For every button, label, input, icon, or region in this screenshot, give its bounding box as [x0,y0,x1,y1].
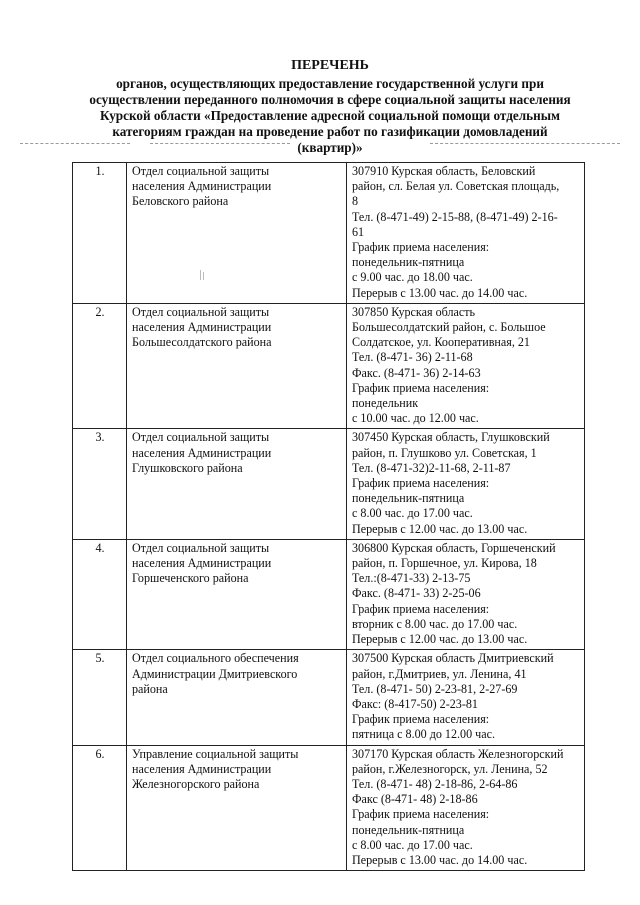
scan-artifact-line [20,143,130,145]
address-line: 307910 Курская область, Беловский [352,164,536,178]
scan-speck [203,272,204,280]
address-line: Перерыв с 12.00 час. до 13.00 час. [352,632,528,647]
address-line: с 8.00 час. до 17.00 час. [352,506,473,521]
address-cell [347,745,585,871]
address-line: Тел. (8-471- 48) 2-18-86, 2-64-86 [352,776,518,791]
organization-cell [127,650,347,745]
scan-artifact-line [150,143,290,145]
address-line: с 10.00 час. до 12.00 час. [352,411,479,426]
address-cell [347,429,585,539]
organization-line: Беловского района [132,194,229,209]
address-line: Факс (8-471- 48) 2-18-86 [352,792,478,807]
address-line: 307500 Курская область Дмитриевский [352,651,554,666]
organization-cell [127,429,347,539]
document-heading [60,58,600,156]
address-line: Тел. (8-471-32)2-11-68, 2-11-87 [352,460,511,475]
address-line: вторник с 8.00 час. до 17.00 час. [352,616,518,631]
address-line: Тел. (8-471- 36) 2-11-68 [352,350,473,365]
organization-cell [127,163,347,304]
address-line: График приема населения: [352,240,490,255]
address-line: пятница с 8.00 до 12.00 час. [352,727,496,742]
organization-line: Отдел социальной защиты [132,540,270,555]
organization-line: Отдел социального обеспечения [132,651,299,666]
address-line: Тел.:(8-471-33) 2-13-75 [352,571,471,586]
address-line: Тел. (8-471- 50) 2-23-81, 2-27-69 [352,681,518,696]
organization-cell [127,539,347,649]
organization-cell [127,303,347,429]
address-line: График приема населения: [352,712,490,727]
address-line: район, п. Горшечное, ул. Кирова, 18 [352,556,537,571]
table-row [73,745,585,871]
table-row [73,650,585,745]
address-line: 61 [352,224,365,239]
address-line: район, г.Железногорск, ул. Ленина, 52 [352,761,548,776]
subtitle-line: (квартир)» [297,140,363,155]
organization-line: Отдел социальной защиты [132,164,270,178]
row-number: 2. [73,303,127,429]
address-line: понедельник [352,396,419,411]
organization-line: Администрации Дмитриевского [132,666,298,681]
organization-line: Железногорского района [132,776,260,791]
organization-line: населения Администрации [132,445,272,460]
subtitle-line: категориям граждан на проведение работ по газификации домовладений [112,124,548,139]
organization-line: населения Администрации [132,179,272,194]
address-cell [347,650,585,745]
organization-line: населения Администрации [132,556,272,571]
scan-artifact-line [430,143,620,145]
address-line: Перерыв с 12.00 час. до 13.00 час. [352,521,528,536]
address-cell [347,163,585,304]
scan-speck [200,270,201,280]
organization-line: района [132,681,168,696]
organization-line: Большесолдатского района [132,335,272,350]
address-line: Солдатское, ул. Кооперативная, 21 [352,335,530,350]
organization-line: населения Администрации [132,761,272,776]
address-line: 307170 Курская область Железногорский [352,746,564,761]
address-line: Перерыв с 13.00 час. до 14.00 час. [352,852,528,867]
row-number: 3. [73,429,127,539]
address-line: Факс: (8-417-50) 2-23-81 [352,696,478,711]
address-line: с 9.00 час. до 18.00 час. [352,270,473,285]
table-row [73,163,585,304]
address-cell [347,303,585,429]
row-number: 5. [73,650,127,745]
subtitle-line: органов, осуществляющих предоставление государственной услуги при [116,76,544,91]
address-line: 307850 Курская область [352,304,476,319]
document-title: ПЕРЕЧЕНЬ [291,58,369,73]
organization-line: Отдел социальной защиты [132,430,270,445]
address-line: Тел. (8-471-49) 2-15-88, (8-471-49) 2-16- [352,209,558,224]
address-line: понедельник-пятница [352,822,465,837]
organization-line: населения Администрации [132,320,272,335]
address-line: понедельник-пятница [352,255,465,270]
address-line: район, п. Глушково ул. Советская, 1 [352,445,537,460]
row-number: 6. [73,745,127,871]
address-line: район, сл. Белая ул. Советская площадь, [352,179,560,194]
organization-line: Горшеченского района [132,571,249,586]
organization-line: Отдел социальной защиты [132,304,270,319]
row-number: 4. [73,539,127,649]
address-line: с 8.00 час. до 17.00 час. [352,837,473,852]
organization-cell [127,745,347,871]
address-line: Перерыв с 13.00 час. до 14.00 час. [352,285,528,300]
organization-line: Глушковского района [132,460,243,475]
address-line: Факс. (8-471- 36) 2-14-63 [352,365,481,380]
address-line: Факс. (8-471- 33) 2-25-06 [352,586,481,601]
address-line: понедельник-пятница [352,491,465,506]
row-number: 1. [73,163,127,304]
address-cell [347,539,585,649]
organization-line: Управление социальной защиты [132,746,299,761]
offices-table [72,162,585,871]
address-line: График приема населения: [352,601,490,616]
address-line: район, г.Дмитриев, ул. Ленина, 41 [352,666,527,681]
table-row [73,303,585,429]
address-line: 306800 Курская область, Горшеченский [352,540,556,555]
address-line: Большесолдатский район, с. Большое [352,320,546,335]
offices-table-body [73,163,585,871]
subtitle-line: Курской области «Предоставление адресной социальной помощи отдельным [99,108,560,123]
address-line: 307450 Курская область, Глушковский [352,430,550,445]
table-row [73,429,585,539]
address-line: График приема населения: [352,807,490,822]
subtitle-line: осуществлении переданного полномочия в сфере социальной защиты населения [89,92,571,107]
table-row [73,539,585,649]
address-line: 8 [352,194,359,209]
address-line: График приема населения: [352,380,490,395]
address-line: График приема населения: [352,476,490,491]
